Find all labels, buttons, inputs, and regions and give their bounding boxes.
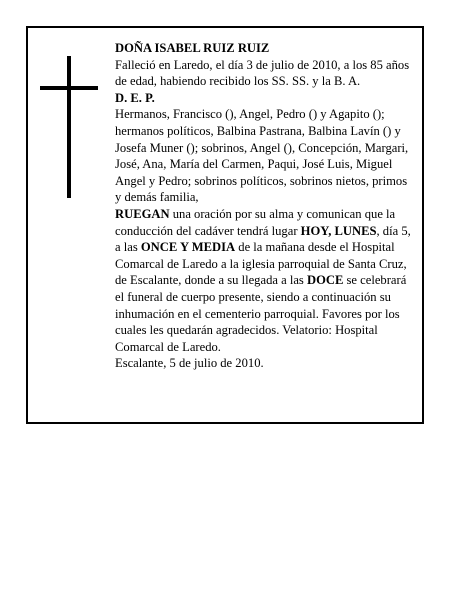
relatives-list: Hermanos, Francisco (), Angel, Pedro () y Agapito (); hermanos políticos, Balbina Pastrana, Balbina Lavín () y Josefa Muner (); sobrinos, Angel (), Concepción, Margari, José, Ana, María del Carmen, Paqui, José Luis, Miguel Angel y Pedro; sobrinos políticos, sobrinos nietos, primos y demás familia, xyxy=(115,107,409,205)
funeral-request xyxy=(115,206,415,355)
request-bold-doce: DOCE xyxy=(306,273,344,288)
death-info: Falleció en Laredo, el día 3 de julio de 2010, a los 85 años de edad, habiendo recibido los SS. SS. y la B. A. xyxy=(115,57,410,89)
deceased-name: DOÑA ISABEL RUIZ RUIZ xyxy=(115,41,270,55)
place-and-date: Escalante, 5 de julio de 2010. xyxy=(115,356,264,371)
obituary-notice xyxy=(26,26,424,424)
request-text-2: , día 5, a las xyxy=(115,223,411,255)
request-text-3: de la mañana desde el Hospital Comarcal de Laredo a la iglesia parroquial de Santa Cruz, de Escalante, donde a su llegada a las xyxy=(115,240,407,288)
request-bold-ruegan: RUEGAN xyxy=(115,206,170,221)
request-text-4: se celebrará el funeral de cuerpo presente, siendo a continuación su inhumación en el cementerio parroquial. Favores por los cuales les quedarán agradecidos. Velatorio: Hospital Comarcal de Laredo. xyxy=(115,273,407,354)
cross-vertical-bar xyxy=(67,56,71,198)
notice-text-block xyxy=(115,40,415,372)
cross-horizontal-bar xyxy=(40,86,98,90)
cross-icon xyxy=(40,56,98,198)
request-bold-hoy-lunes: HOY, LUNES xyxy=(300,223,377,238)
request-bold-once-y-media: ONCE Y MEDIA xyxy=(140,240,236,255)
rip-line: D. E. P. xyxy=(115,90,155,105)
request-text-1: una oración por su alma y comunican que la conducción del cadáver tendrá lugar xyxy=(115,206,396,238)
